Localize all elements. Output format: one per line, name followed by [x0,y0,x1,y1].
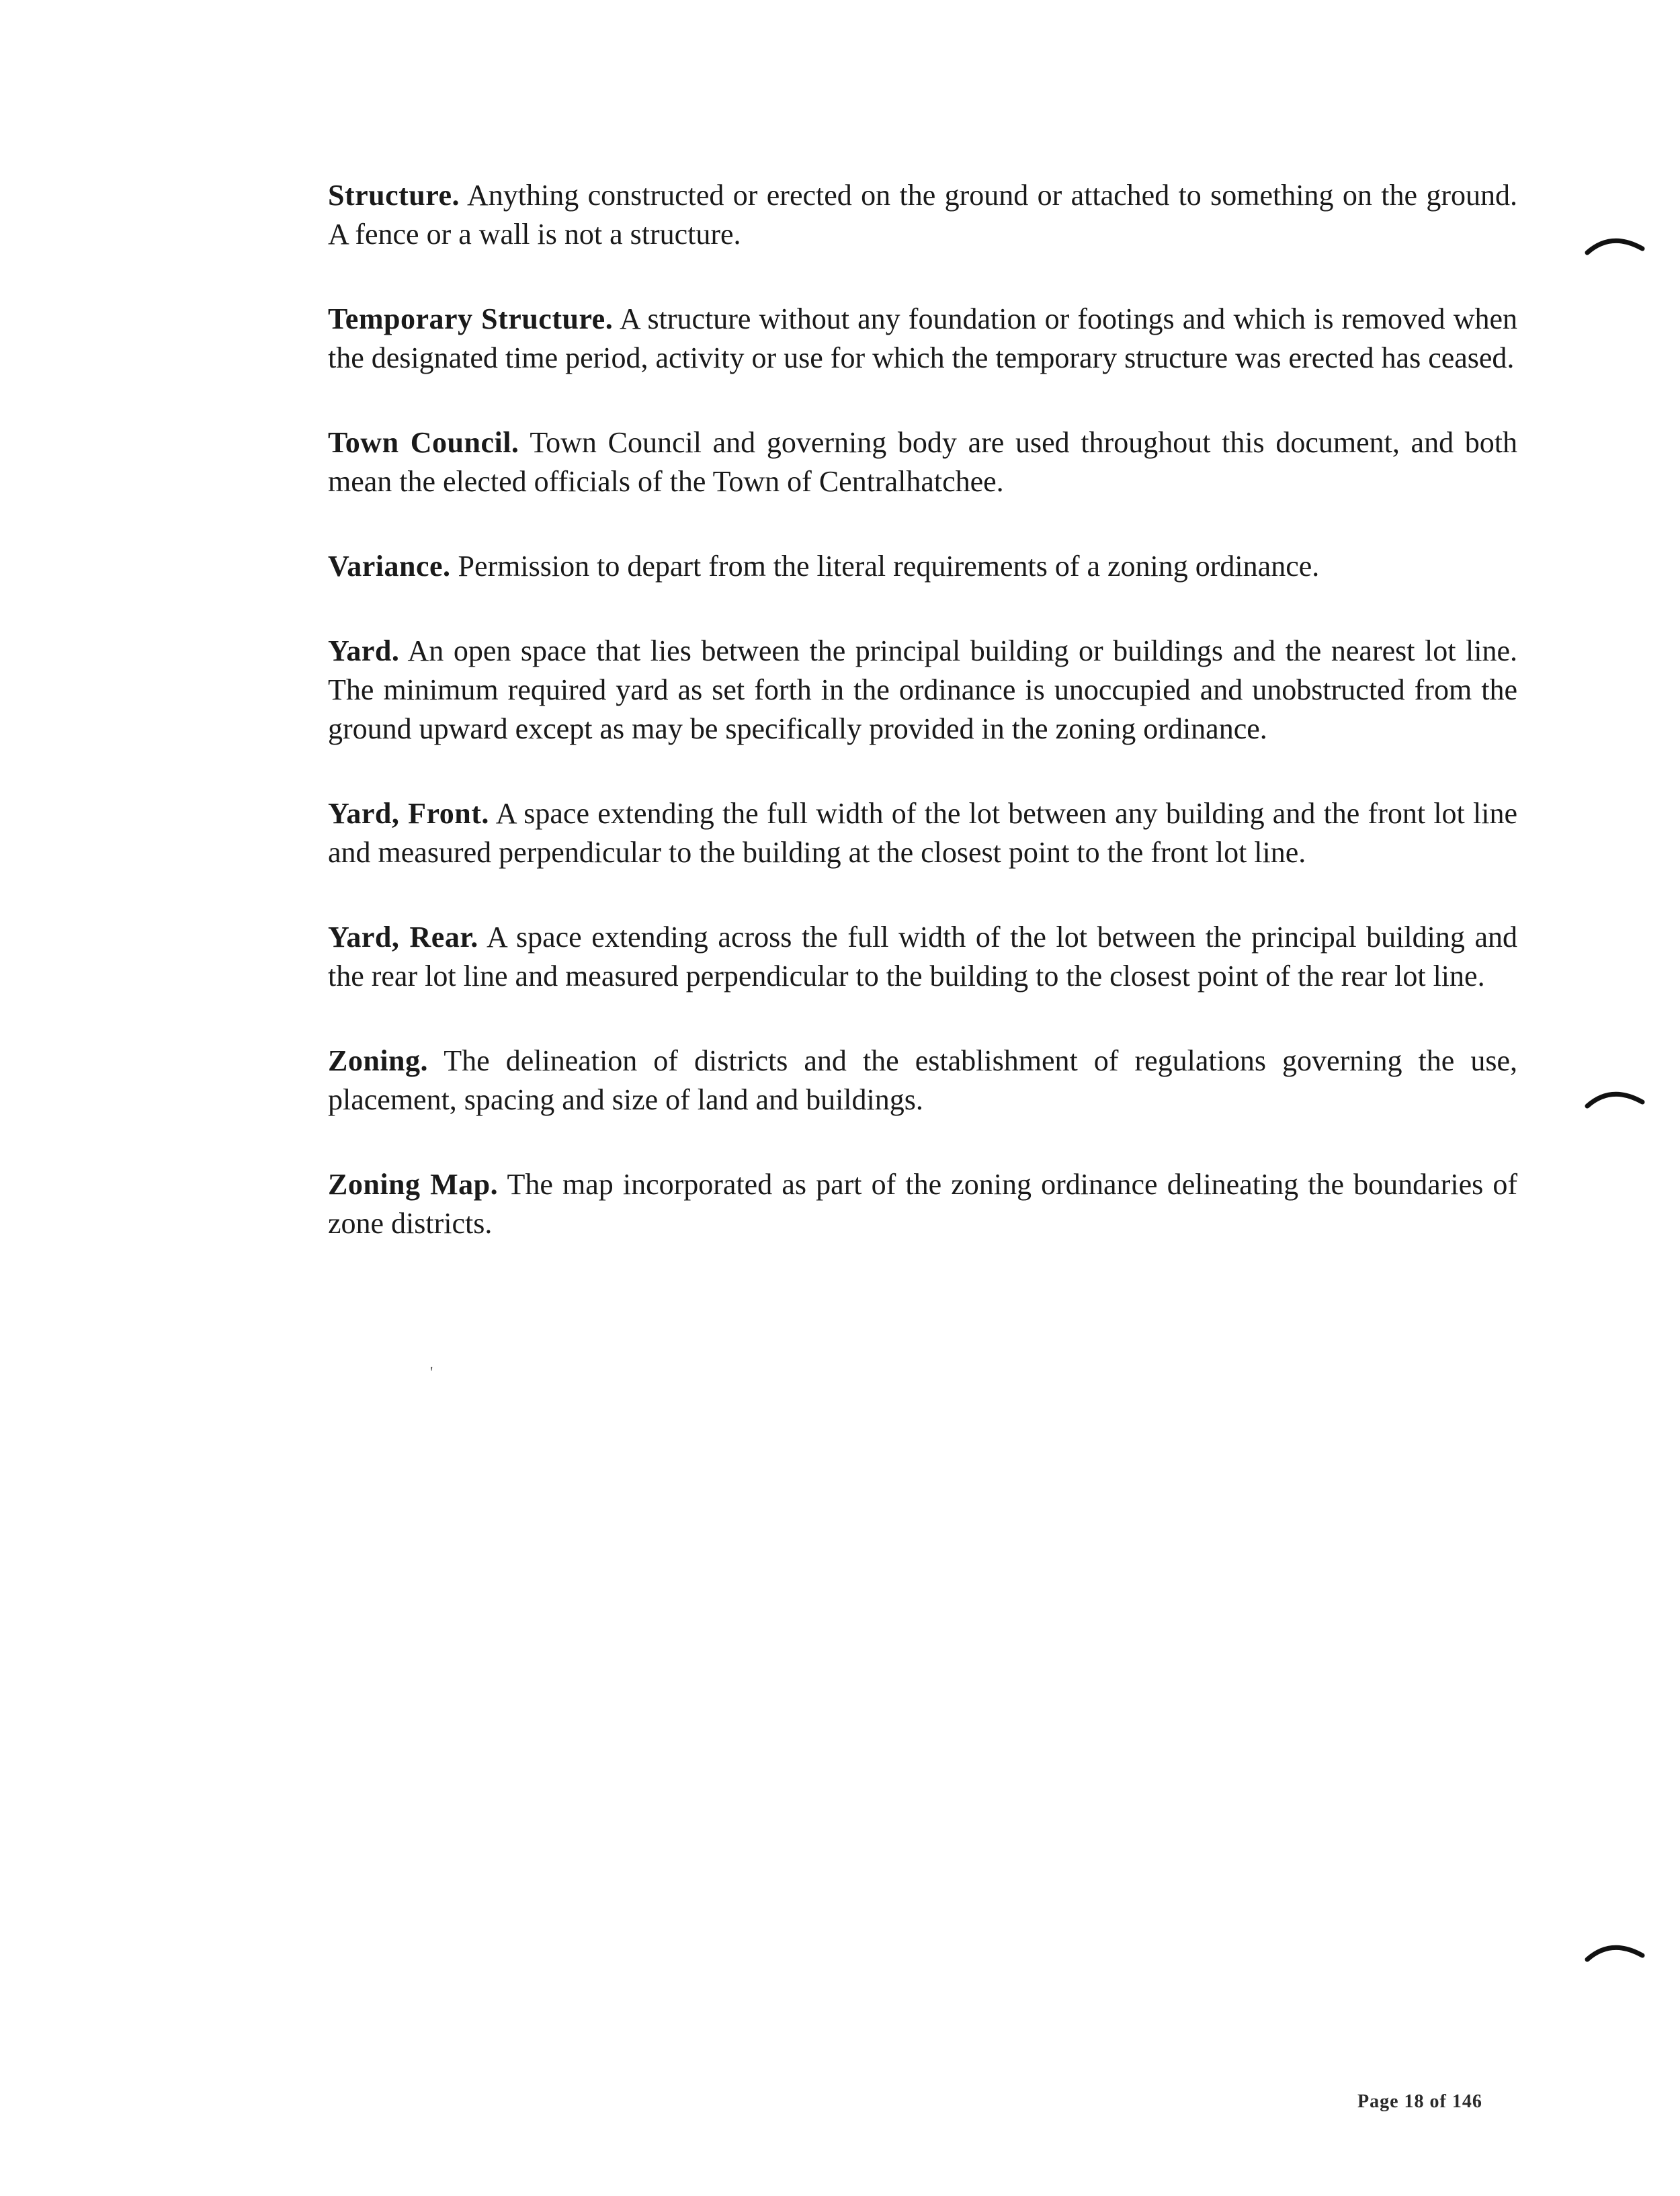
definition-text: A space extending the full width of the lot between any building and the front lot line and measured perpendicular to the building at the closest point to the front lot line. [328,797,1517,869]
definition-entry [328,547,1517,586]
punch-hole-top-icon [1585,228,1645,255]
definition-entry [328,176,1517,254]
definition-text: Anything constructed or erected on the ground or attached to something on the ground. A fence or a wall is not a structure. [328,179,1517,251]
definition-text: A space extending across the full width of the lot between the principal building and the rear lot line and measured perpendicular to the building to the closest point of the rear lot line. [328,921,1517,993]
definition-term: Yard, Rear. [328,921,478,954]
definition-entry [328,423,1517,501]
definition-term: Yard, Front. [328,797,489,830]
definition-text: Town Council and governing body are used throughout this document, and both mean the elected officials of the Town of Centralhatchee. [328,426,1517,498]
definition-text: A structure without any foundation or footings and which is removed when the designated time period, activity or use for which the temporary structure was erected has ceased. [328,302,1518,374]
definition-entry [328,1042,1517,1120]
page-number: Page 18 of 146 [1357,2091,1482,2112]
definition-term: Structure. [328,179,460,212]
definitions-list [328,176,1517,1289]
definition-term: Zoning Map. [328,1168,499,1201]
scan-speck: ' [430,1364,433,1382]
definition-entry [328,794,1517,872]
punch-hole-middle-icon [1585,1082,1645,1109]
definition-text: The delineation of districts and the establishment of regulations governing the use, placement, spacing and size of land and buildings. [328,1044,1517,1116]
definition-text: An open space that lies between the principal building or buildings and the nearest lot line. The minimum required yard as set forth in the ordinance is unoccupied and unobstructed from the ground upward except as may be specifically provided in the zoning ordinance. [328,634,1517,745]
definition-term: Zoning. [328,1044,429,1077]
definition-text: The map incorporated as part of the zoning ordinance delineating the boundaries of zone districts. [328,1168,1517,1240]
definition-term: Town Council. [328,426,519,459]
definition-text: Permission to depart from the literal requirements of a zoning ordinance. [458,550,1320,583]
punch-hole-bottom-icon [1585,1935,1645,1962]
definition-term: Temporary Structure. [328,302,614,335]
definition-entry [328,632,1517,749]
definition-entry [328,300,1517,378]
definition-entry [328,918,1517,996]
definition-entry [328,1165,1517,1243]
definition-term: Variance. [328,550,451,583]
definition-term: Yard. [328,634,400,667]
